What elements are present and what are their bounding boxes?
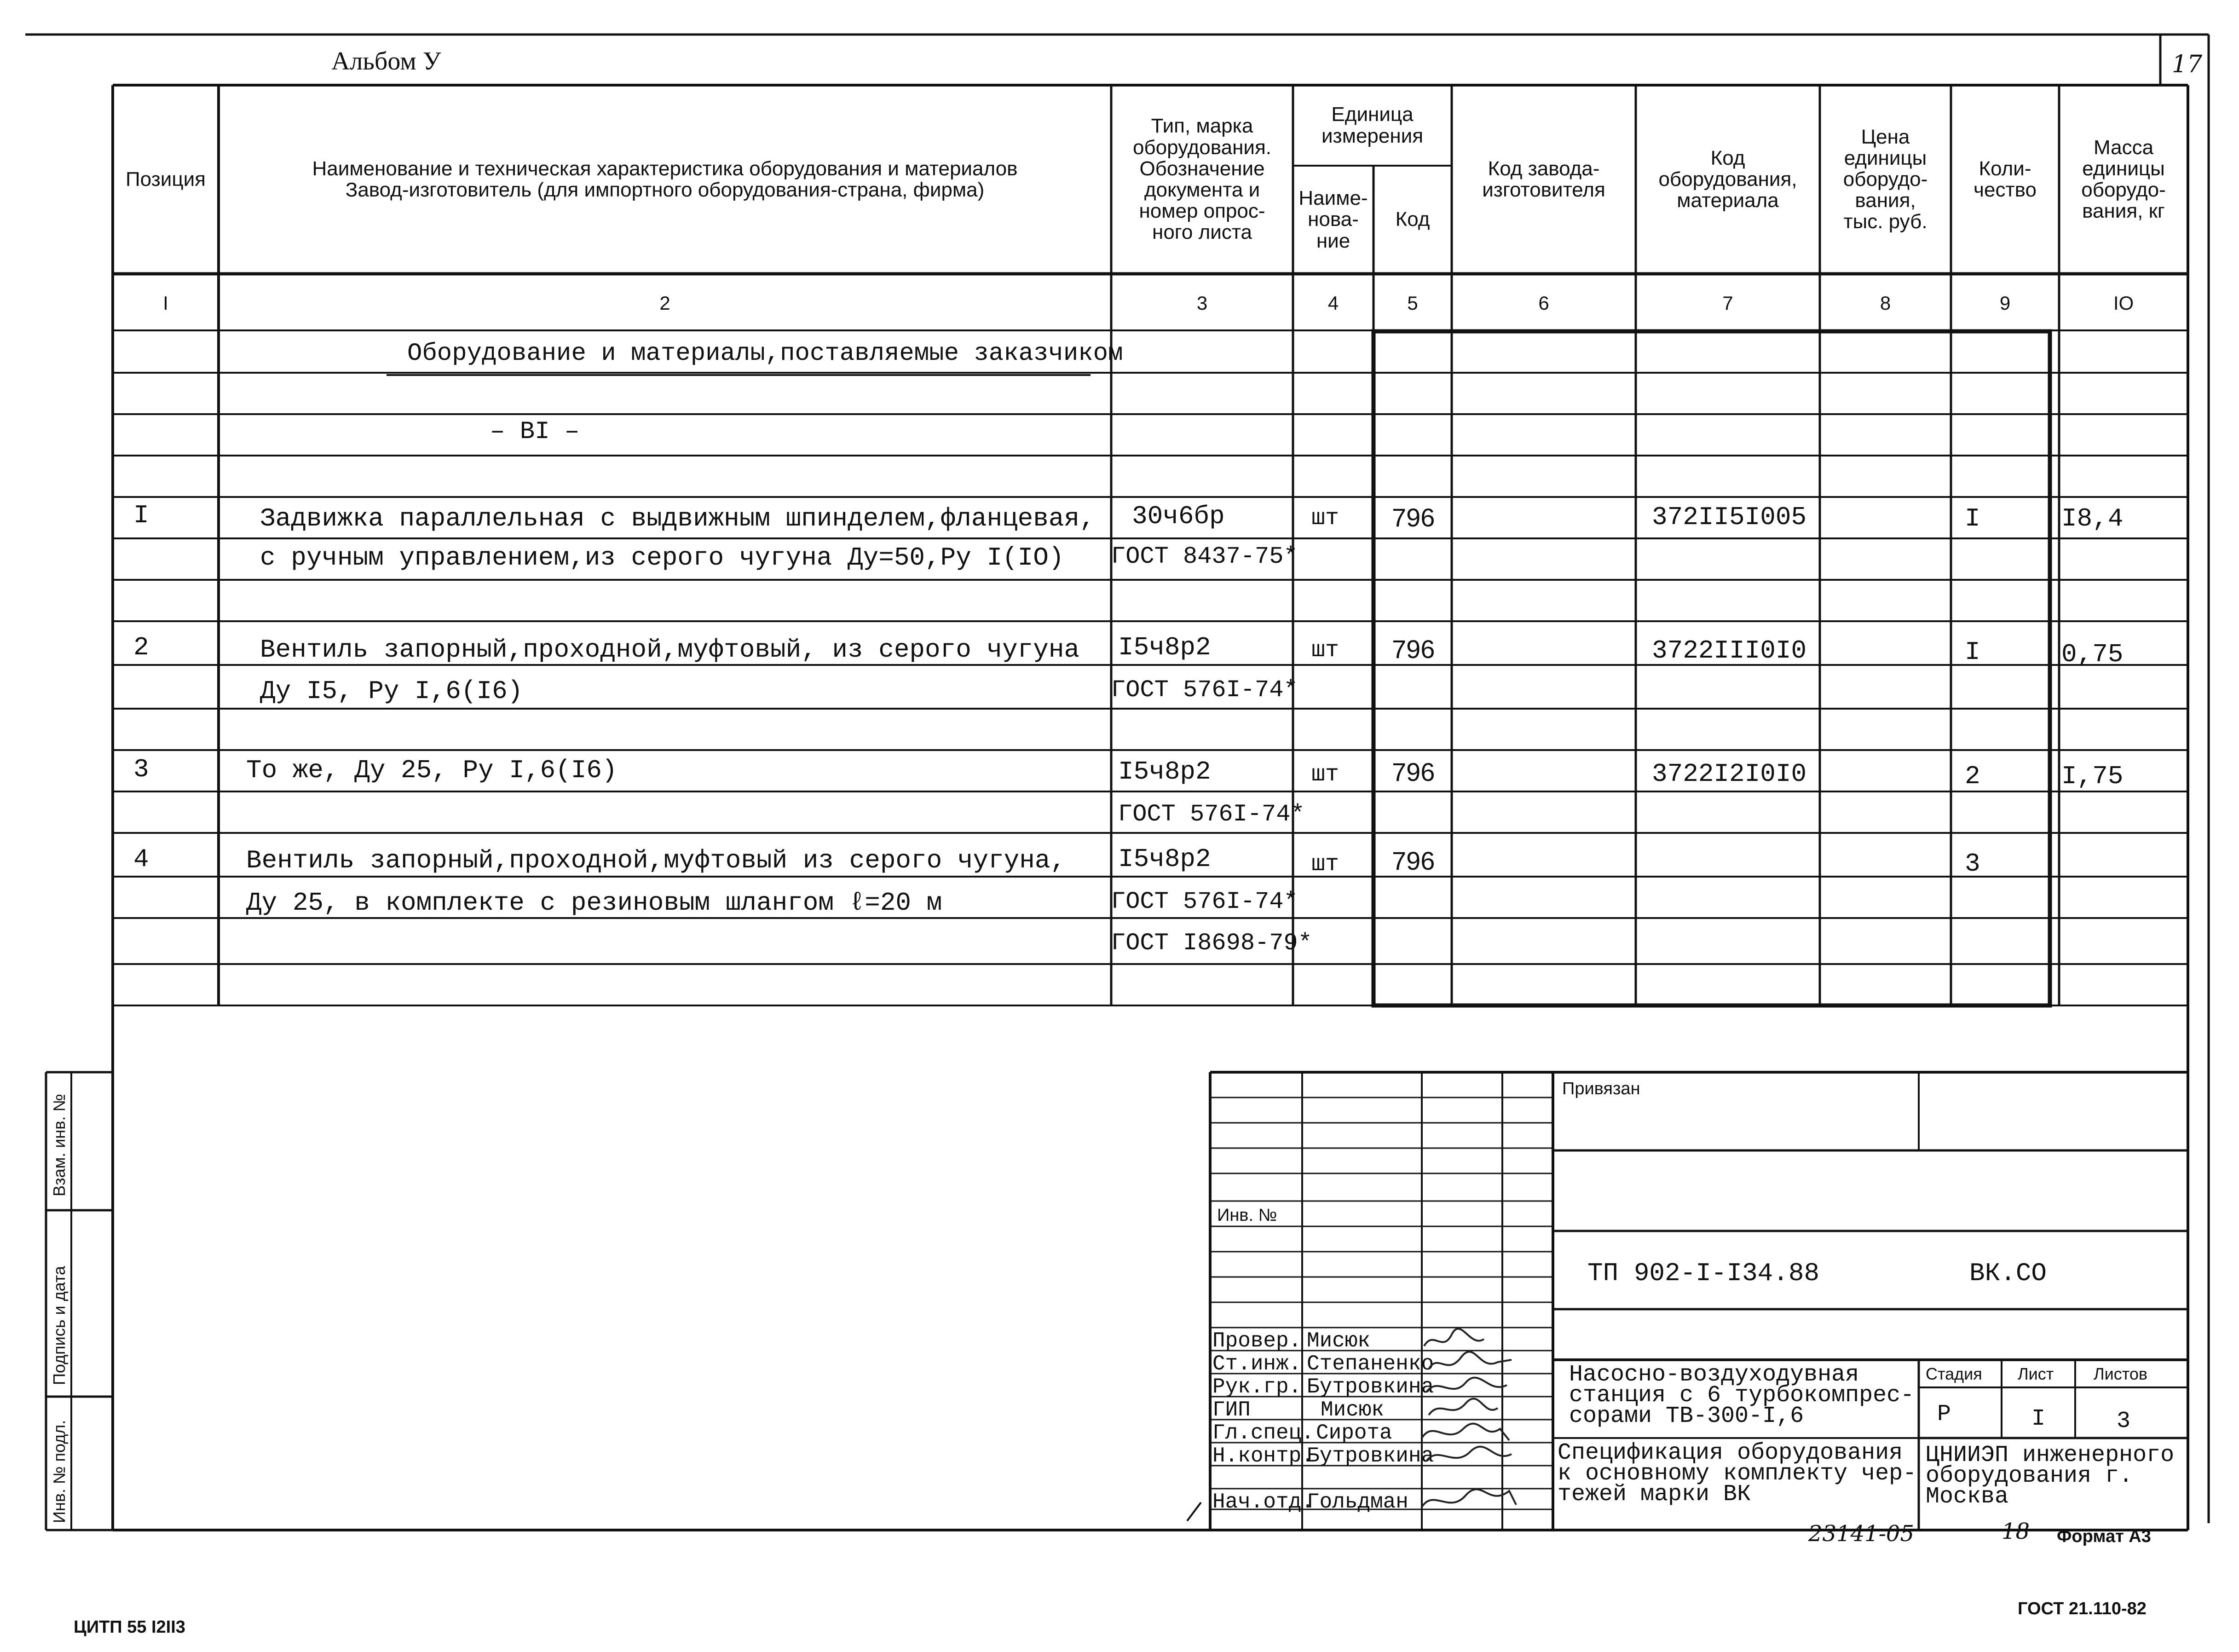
- staff-name-5: Сирота: [1316, 1421, 1392, 1445]
- header-type-text: Тип, марка оборудования. Обозначение документа и номер опрос- ного листа: [1132, 115, 1272, 244]
- row-2-name: с ручным управлением,из серого чугуна Ду=50,Ру I(IO): [260, 543, 1064, 572]
- header-type: [1114, 87, 1291, 271]
- inv-no-label: Инв. №: [1217, 1206, 1277, 1225]
- sheets-value: 3: [2117, 1408, 2131, 1434]
- sheet-value: I: [2031, 1406, 2046, 1432]
- header-unit-group: [1295, 87, 1449, 163]
- header-unit-name-text: Наиме- нова- ние: [1298, 187, 1368, 252]
- header-price: [1822, 87, 1949, 271]
- header-factory-code-text: Код завода- изготовителя: [1482, 157, 1605, 201]
- row-1-qty: I: [1965, 504, 1980, 533]
- row-3-type: I5ч8р2: [1118, 633, 1211, 662]
- row-2-type: ГОСТ 8437-75*: [1111, 543, 1298, 570]
- staff-name-6: Бутровкина: [1307, 1444, 1434, 1468]
- row-5-mass: I,75: [2061, 762, 2124, 791]
- header-unit-code-text: Код: [1395, 208, 1430, 231]
- row-3-pos: 2: [133, 633, 149, 662]
- row-1-mass: I8,4: [2061, 504, 2124, 533]
- header-position: [115, 87, 216, 271]
- row-9-type: ГОСТ I8698-79*: [1111, 930, 1312, 957]
- row-7-code: 796: [1392, 846, 1435, 875]
- project-title: Насосно-воздуходувная станция с 6 турбокомпрес- сорами ТВ-300-I,6: [1569, 1362, 1915, 1429]
- doc-mark: ВК.СО: [1969, 1259, 2047, 1288]
- row-1-unit: шт: [1311, 505, 1339, 531]
- sheets-label: Листов: [2094, 1364, 2147, 1383]
- header-price-text: Цена единицы оборудо- вания, тыс. руб.: [1843, 125, 1928, 233]
- row-1-matcode: 372II5I005: [1652, 503, 1807, 532]
- subsection-title: – BI –: [490, 418, 580, 446]
- staff-role-7: Нач.отд.: [1212, 1490, 1314, 1514]
- staff-role-5: Гл.спец.: [1212, 1421, 1314, 1445]
- staff-name-7: Гольдман: [1307, 1490, 1408, 1514]
- row-3-unit: шт: [1311, 637, 1339, 664]
- archive-number: 23141-05: [1808, 1521, 1914, 1547]
- staff-name-3: Бутровкина: [1307, 1375, 1434, 1399]
- staff-role-2: Ст.инж.: [1212, 1352, 1302, 1376]
- privyazan-label: Привязан: [1562, 1079, 1640, 1098]
- colnum-7: 7: [1722, 292, 1733, 314]
- staff-name-2: Степаненко: [1307, 1352, 1434, 1376]
- format-label: Формат А3: [2057, 1527, 2151, 1546]
- header-mass: [2061, 87, 2186, 271]
- archive-sheet: 18: [2002, 1519, 2030, 1544]
- row-5-pos: 3: [133, 755, 149, 784]
- signatures-image: [1420, 1325, 1562, 1519]
- colnum-1: I: [163, 292, 168, 314]
- row-5-name: То же, Ду 25, Ру I,6(I6): [246, 756, 617, 785]
- row-6-type: ГОСТ 576I-74*: [1118, 801, 1305, 828]
- row-7-qty: 3: [1965, 849, 1980, 878]
- header-quantity: [1953, 87, 2057, 271]
- header-unit-code: [1376, 168, 1449, 271]
- printer-label: ЦИТП 55 I2II3: [74, 1617, 185, 1637]
- row-3-mass: 0,75: [2061, 640, 2124, 669]
- stage-label: Стадия: [1926, 1364, 1982, 1383]
- row-8-name: Ду 25, в комплекте с резиновым шлангом ℓ=20 м: [246, 888, 942, 918]
- staff-role-6: Н.контр.: [1212, 1444, 1314, 1468]
- row-7-unit: шт: [1311, 851, 1339, 878]
- row-3-name: Вентиль запорный,проходной,муфтовый, из серого чугуна: [260, 635, 1080, 664]
- section-title: Оборудование и материалы,поставляемые заказчиком: [407, 340, 1123, 368]
- page-number: 17: [2172, 51, 2203, 78]
- header-unit-name: [1295, 168, 1371, 271]
- row-3-qty: I: [1965, 637, 1980, 667]
- organization: ЦНИИЭП инженерного оборудования г. Москва: [1926, 1442, 2175, 1510]
- row-5-type: I5ч8р2: [1118, 757, 1211, 786]
- header-name: [221, 87, 1109, 271]
- row-4-name: Ду I5, Ру I,6(I6): [260, 676, 523, 706]
- header-factory-code: [1454, 87, 1633, 271]
- row-5-qty: 2: [1965, 762, 1980, 791]
- row-3-code: 796: [1392, 635, 1435, 664]
- colnum-4: 4: [1327, 292, 1339, 314]
- colnum-3: 3: [1196, 292, 1208, 314]
- colnum-9: 9: [1999, 292, 2011, 314]
- row-1-type: 30ч6бр: [1132, 502, 1225, 531]
- album-label: Альбом У: [331, 47, 441, 75]
- colnum-2: 2: [659, 292, 670, 314]
- sheet-title: Спецификация оборудования к основному комплекту чер- тежей марки ВК: [1558, 1440, 1917, 1508]
- row-1-name: Задвижка параллельная с выдвижным шпинделем,фланцевая,: [260, 504, 1095, 533]
- row-1-pos: I: [133, 501, 149, 530]
- row-1-code: 796: [1392, 503, 1435, 532]
- staff-name-1: Мисюк: [1307, 1329, 1371, 1353]
- gost-label: ГОСТ 21.110-82: [2018, 1599, 2147, 1618]
- header-name-text: Наименование и техническая характеристика оборудования и материалов Завод-изготовитель (для импортного оборудования-страна, фирма): [312, 157, 1018, 201]
- row-7-type: I5ч8р2: [1118, 844, 1211, 874]
- side-podpis-label: Подпись и дата: [50, 1266, 69, 1385]
- header-mass-text: Масса единицы оборудо- вания, кг: [2081, 136, 2166, 223]
- colnum-10: IO: [2113, 292, 2134, 314]
- row-5-unit: шт: [1311, 762, 1339, 788]
- header-position-text: Позиция: [126, 168, 206, 191]
- header-unit-group-text: Единица измерения: [1321, 103, 1424, 147]
- row-8-type: ГОСТ 576I-74*: [1111, 888, 1298, 915]
- colnum-5: 5: [1407, 292, 1418, 314]
- header-material-code: [1638, 87, 1818, 271]
- side-inv-podl-label: Инв. № подл.: [50, 1420, 69, 1523]
- side-vzam-label: Взам. инв. №: [50, 1093, 69, 1196]
- colnum-6: 6: [1538, 292, 1549, 314]
- staff-name-4: Мисюк: [1321, 1398, 1385, 1422]
- row-7-name: Вентиль запорный,проходной,муфтовый из серого чугуна,: [246, 846, 1066, 875]
- staff-role-3: Рук.гр.: [1212, 1375, 1302, 1399]
- doc-code: ТП 902-I-I34.88: [1587, 1259, 1820, 1288]
- staff-role-1: Провер.: [1212, 1329, 1302, 1353]
- stage-value: Р: [1937, 1401, 1951, 1427]
- header-material-code-text: Код оборудования, материала: [1658, 146, 1797, 212]
- row-7-pos: 4: [133, 844, 149, 874]
- colnum-8: 8: [1880, 292, 1891, 314]
- row-4-type: ГОСТ 576I-74*: [1111, 676, 1298, 704]
- sheet-label: Лист: [2018, 1364, 2054, 1383]
- row-5-code: 796: [1392, 757, 1435, 786]
- row-3-matcode: 3722III0I0: [1652, 636, 1807, 665]
- header-quantity-text: Коли- чество: [1974, 157, 2037, 201]
- row-5-matcode: 3722I2I0I0: [1652, 759, 1807, 789]
- staff-role-4: ГИП: [1212, 1398, 1251, 1422]
